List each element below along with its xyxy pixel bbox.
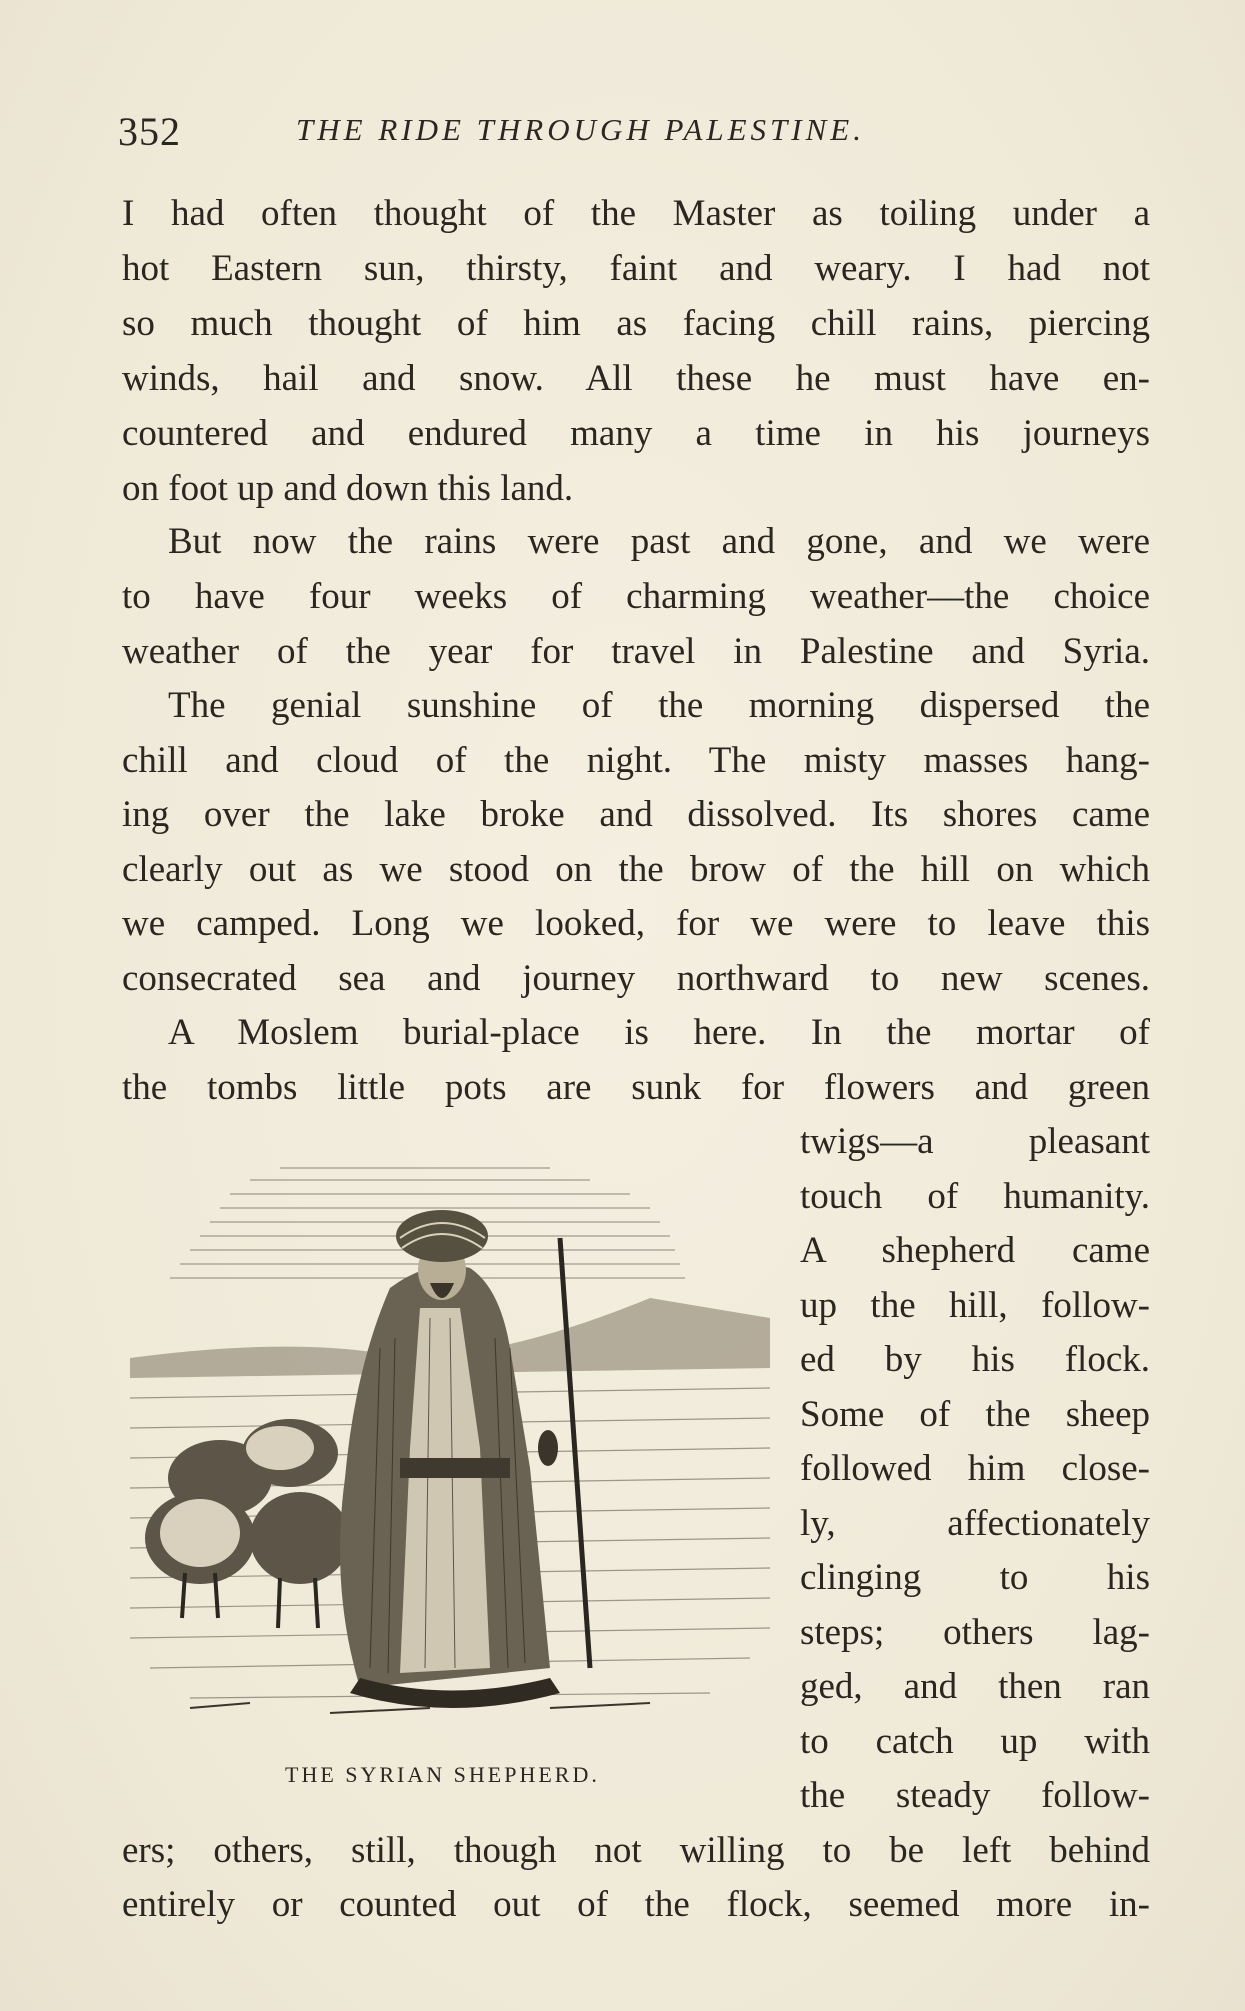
text-line: touch of humanity. bbox=[800, 1176, 1150, 1217]
text-line: Some of the sheep bbox=[800, 1394, 1150, 1435]
text-line: winds, hail and snow. All these he must have en- bbox=[122, 358, 1150, 399]
text-line: ers; others, still, though not willing to be left behind bbox=[122, 1830, 1150, 1871]
text-line: clinging to his bbox=[800, 1557, 1150, 1598]
page-number: 352 bbox=[118, 109, 181, 154]
text-line: ed by his flock. bbox=[800, 1339, 1150, 1380]
text-line: twigs—a pleasant bbox=[800, 1121, 1150, 1162]
text-line: The genial sunshine of the morning dispersed the bbox=[168, 685, 1150, 726]
text-line: hot Eastern sun, thirsty, faint and weary. I had not bbox=[122, 248, 1150, 289]
text-line: A Moslem burial-place is here. In the mortar of bbox=[168, 1012, 1150, 1053]
text-line: up the hill, follow- bbox=[800, 1285, 1150, 1326]
figure-caption: THE SYRIAN SHEPHERD. bbox=[285, 1762, 600, 1787]
text-line: weather of the year for travel in Palestine and Syria. bbox=[122, 631, 1150, 672]
text-line: consecrated sea and journey northward to new scenes. bbox=[122, 958, 1150, 999]
shepherd-illustration bbox=[130, 1148, 770, 1748]
text-line: ly, affectionately bbox=[800, 1503, 1150, 1544]
text-line: clearly out as we stood on the brow of the hill on which bbox=[122, 849, 1150, 890]
text-line: A shepherd came bbox=[800, 1230, 1150, 1271]
page-header bbox=[118, 108, 1158, 162]
text-line: to have four weeks of charming weather—the choice bbox=[122, 576, 1150, 617]
text-line: chill and cloud of the night. The misty masses hang- bbox=[122, 740, 1150, 781]
text-line: But now the rains were past and gone, and we were bbox=[168, 521, 1150, 562]
text-line: ing over the lake broke and dissolved. Its shores came bbox=[122, 794, 1150, 835]
text-line: we camped. Long we looked, for we were to leave this bbox=[122, 903, 1150, 944]
text-line: the steady follow- bbox=[800, 1775, 1150, 1816]
running-head: THE RIDE THROUGH PALESTINE. bbox=[296, 112, 865, 147]
text-line: ged, and then ran bbox=[800, 1666, 1150, 1707]
text-line: to catch up with bbox=[800, 1721, 1150, 1762]
text-line: the tombs little pots are sunk for flowers and green bbox=[122, 1067, 1150, 1108]
text-line: on foot up and down this land. bbox=[122, 468, 574, 509]
text-line: steps; others lag- bbox=[800, 1612, 1150, 1653]
text-line: entirely or counted out of the flock, seemed more in- bbox=[122, 1884, 1150, 1925]
text-line: followed him close- bbox=[800, 1448, 1150, 1489]
text-line: so much thought of him as facing chill rains, piercing bbox=[122, 303, 1150, 344]
text-line: countered and endured many a time in his journeys bbox=[122, 413, 1150, 454]
engraving-image bbox=[130, 1148, 770, 1748]
text-line: I had often thought of the Master as toiling under a bbox=[122, 193, 1150, 234]
